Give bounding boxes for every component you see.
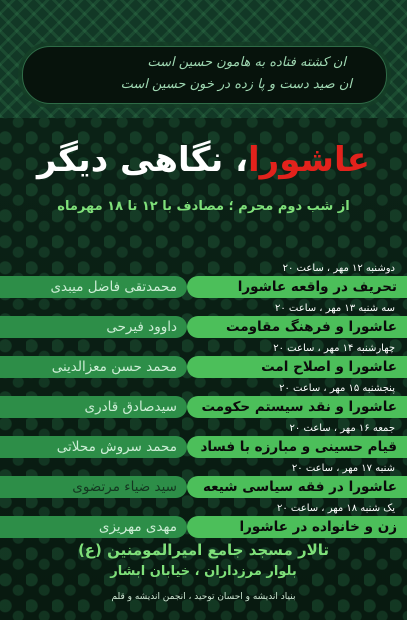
session-date: دوشنبه ۱۲ مهر ، ساعت ۲۰: [282, 263, 395, 274]
session-topic: عاشورا در فقه سیاسی شیعه: [187, 476, 407, 498]
session-row: [0, 422, 407, 462]
session-speaker: سید ضیاء مرتضوی: [0, 476, 187, 498]
session-topic: زن و خانواده در عاشورا: [187, 516, 407, 538]
session-topic: عاشورا و اصلاح امت: [187, 356, 407, 378]
session-topic: تحریف در واقعه عاشورا: [187, 276, 407, 298]
organizers: بنیاد اندیشه و احسان توحید ، انجمن اندیشه و قلم: [111, 592, 296, 602]
title-another-look: ، نگاهی دیگر: [37, 140, 249, 180]
session-speaker: محمد سروش محلاتی: [0, 436, 187, 458]
calligraphy-line-1: ان كشته فتاده به هامون حسين است: [147, 55, 346, 70]
session-date: شنبه ۱۷ مهر ، ساعت ۲۰: [291, 463, 395, 474]
session-row: [0, 302, 407, 342]
session-topic: عاشورا و نقد سیستم حکومت: [187, 396, 407, 418]
session-date: سه شنبه ۱۳ مهر ، ساعت ۲۰: [274, 303, 395, 314]
venue-address: بلوار مرزداران ، خیابان ابشار: [110, 564, 297, 579]
session-topic: قیام حسینی و مبارزه با فساد: [187, 436, 407, 458]
session-speaker: داوود فیرحی: [0, 316, 187, 338]
session-row: [0, 342, 407, 382]
session-date: جمعه ۱۶ مهر ، ساعت ۲۰: [289, 423, 395, 434]
venue-name: تالار مسجد جامع امیرالمومنین (ع): [77, 541, 330, 559]
calligraphy-frame: [22, 46, 387, 104]
session-date: پنجشنبه ۱۵ مهر ، ساعت ۲۰: [279, 383, 395, 394]
session-speaker: محمد حسن معزالدینی: [0, 356, 187, 378]
calligraphy-banner: [0, 0, 407, 118]
poster-subtitle: از شب دوم محرم ؛ مصادف با ۱۲ تا ۱۸ مهرماه: [57, 199, 350, 214]
session-row: [0, 382, 407, 422]
session-schedule: [0, 262, 407, 542]
session-row: [0, 462, 407, 502]
poster-title: [0, 140, 407, 180]
session-speaker: محمدتقی فاضل میبدی: [0, 276, 187, 298]
session-speaker: مهدی مهریزی: [0, 516, 187, 538]
title-ashura: عاشورا: [248, 140, 370, 180]
session-row: [0, 262, 407, 302]
session-date: یک شنبه ۱۸ مهر ، ساعت ۲۰: [276, 503, 395, 514]
calligraphy-line-2: ان صيد دست و پا زده در خون حسين است: [120, 77, 352, 92]
session-speaker: سیدصادق قادری: [0, 396, 187, 418]
session-date: چهارشنبه ۱۴ مهر ، ساعت ۲۰: [273, 343, 395, 354]
session-row: [0, 502, 407, 542]
session-topic: عاشورا و فرهنگ مقاومت: [187, 316, 407, 338]
